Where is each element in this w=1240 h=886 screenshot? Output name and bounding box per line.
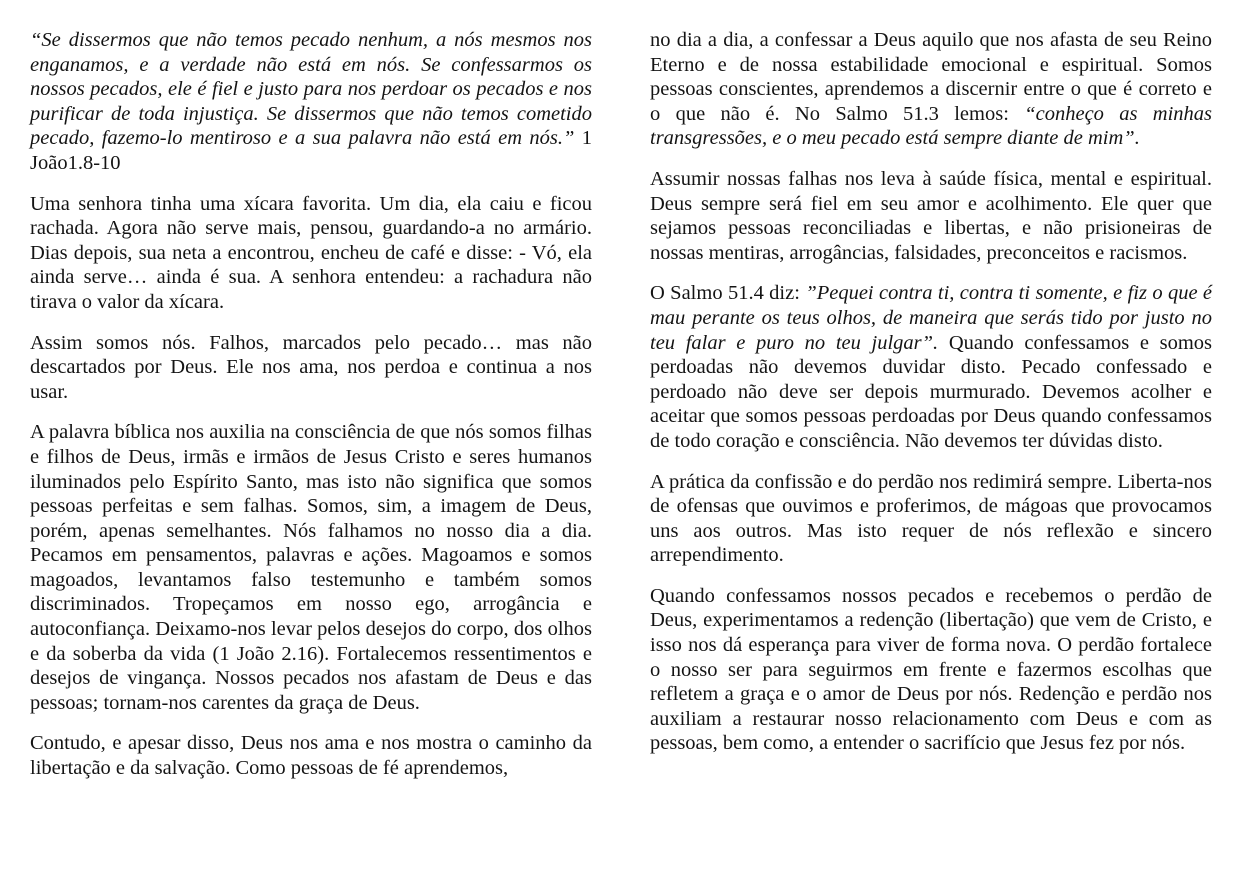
psalm-51-4-quote: ”Pequei contra ti, contra ti somente, e fiz o que é mau perante os teus olhos, de maneira que serás tido por justo no teu falar e puro no teu julgar”.	[650, 282, 1213, 354]
bible-quote: “Se dissermos que não temos pecado nenhum, a nós mesmos nos enganamos, e a verdade não está em nós. Se confessarmos os nossos pecados, ele é fiel e justo para nos perdoar os pecados e nos purificar de toda injustiça. Se dissermos que não temos cometido pecado, fazemo-lo mentiroso e a sua palavra não está em nós.”	[30, 29, 592, 150]
paragraph-flawed: Assim somos nós. Falhos, marcados pelo pecado… mas não descartados por Deus. Ele nos ama, nos perdoa e continua a nos usar.	[30, 331, 592, 403]
paragraph-redemption: Quando confessamos nossos pecados e recebemos o perdão de Deus, experimentamos a redenção (libertação) que vem de Cristo, e isso nos dá esperança para viver de forma nova. O perdão fortalece o nosso ser para seguirmos em frente e fazermos escolhas que refletem a graça e o amor de Deus por nós. Redenção e perdão nos auxiliam a restaurar nosso relacionamento com Deus e com as pessoas, bem como, a entender o sacrifício que Jesus fez por nós.	[650, 584, 1212, 755]
psalm-51-4-rest: Quando confessamos e somos perdoadas não devemos duvidar disto. Pecado confessado e perdoado não deve ser depois murmurado. Devemos acolher e aceitar que somos pessoas perdoadas por Deus quando confessamos de todo coração e consciência. Não devemos ter dúvidas disto.	[650, 331, 1213, 452]
paragraph-biblical-word: A palavra bíblica nos auxilia na consciência de que nós somos filhas e filhos de Deus, irmãs e irmãos de Jesus Cristo e seres humanos iluminados pelo Espírito Santo, mas isto não significa que somos pessoas perfeitas e sem falhas. Somos, sim, a imagem de Deus, porém, apenas semelhantes. Nós falhamos no nosso dia a dia. Pecamos em pensamentos, palavras e ações. Magoamos e somos magoados, levantamos falso testemunho e também somos discriminados. Tropeçamos em nosso ego, arrogância e autoconfiança. Deixamo-nos levar pelos desejos do corpo, dos olhos e da soberba da vida (1 João 2.16). Fortalecemos ressentimentos e desejos de vingança. Nossos pecados nos afastam de Deus e das pessoas; tornam-nos carentes da graça de Deus.	[30, 421, 592, 714]
left-column	[30, 28, 592, 797]
opening-quote-paragraph	[30, 28, 592, 176]
paragraph-however-continued	[650, 28, 1212, 151]
paragraph-practice: A prática da confissão e do perdão nos redimirá sempre. Liberta-nos de ofensas que ouvimos e proferimos, de mágoas que provocamos uns aos outros. Mas isto requer de nós reflexão e sincero arrependimento.	[650, 470, 1212, 567]
paragraph-however-start: Contudo, e apesar disso, Deus nos ama e nos mostra o caminho da libertação e da salvação. Como pessoas de fé aprendemos,	[30, 732, 592, 780]
paragraph-assume-faults: Assumir nossas falhas nos leva à saúde física, mental e espiritual. Deus sempre será fiel em seu amor e acolhimento. Ele quer que sejamos pessoas reconciliadas e libertas, e não prisioneiras de nossas mentiras, arrogâncias, falsidades, preconceitos e racismos.	[650, 167, 1212, 264]
paragraph-however-end: no dia a dia, a confessar a Deus aquilo que nos afasta de seu Reino Eterno e de nossa estabilidade emocional e espiritual. Somos pessoas conscientes, aprendemos a discernir entre o que é correto e o que não é. No Salmo 51.3 lemos:	[650, 29, 1212, 125]
paragraph-psalm-51-4	[650, 281, 1212, 453]
paragraph-cup-story: Uma senhora tinha uma xícara favorita. Um dia, ela caiu e ficou rachada. Agora não serve mais, pensou, guardando-a no armário. Dias depois, sua neta a encontrou, encheu de café e disse: - Vó, ela ainda serve… ainda é sua. A senhora entendeu: a rachadura não tirava o valor da xícara.	[30, 192, 592, 313]
psalm-51-3-quote: “conheço as minhas transgressões, e o meu pecado está sempre diante de mim”.	[650, 102, 1213, 150]
psalm-51-4-intro: O Salmo 51.4 diz:	[650, 282, 800, 305]
bible-reference: 1 João1.8-10	[30, 127, 592, 174]
right-column	[650, 28, 1212, 772]
